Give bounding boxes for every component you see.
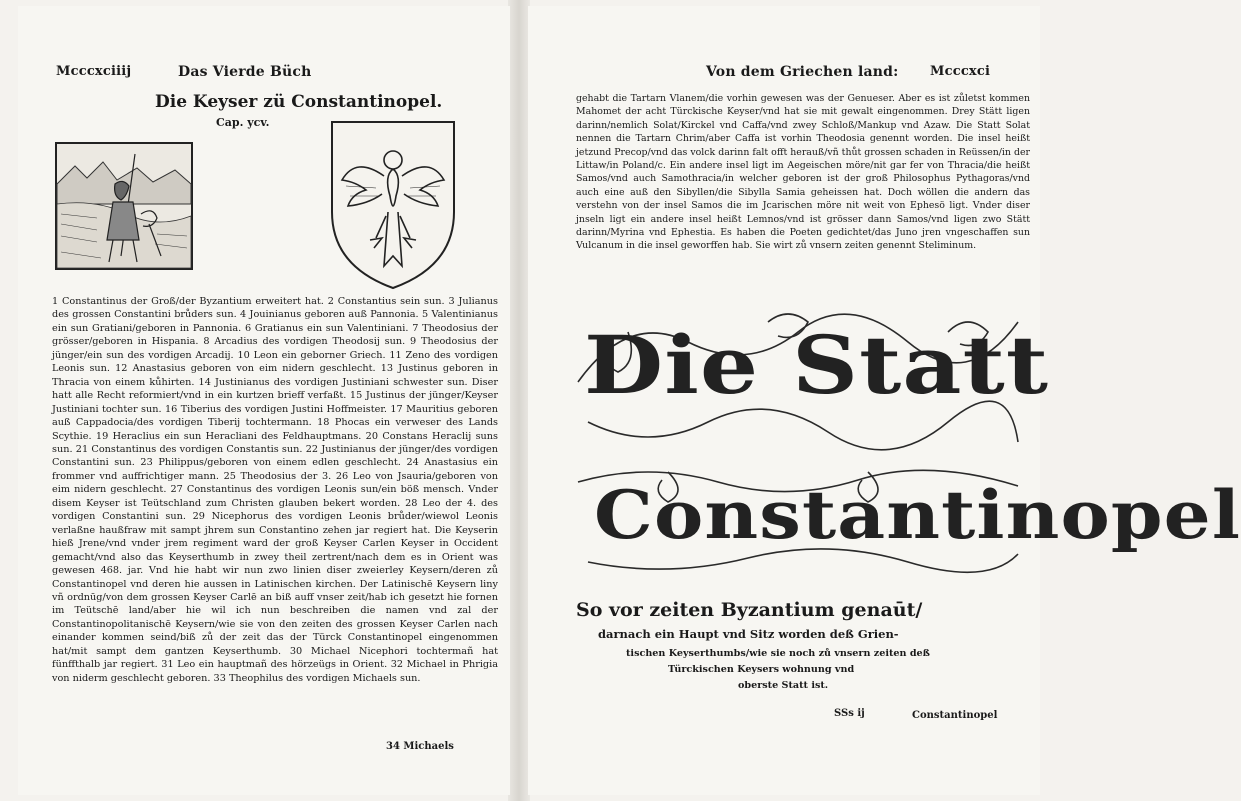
subtitle-line-5: oberste Statt ist. [738,680,829,691]
woodcut-image [57,144,191,268]
emperor-woodcut-illustration [55,142,193,270]
right-page [528,6,1241,795]
right-folio-number: Mcccxci [930,64,991,79]
display-heading-constantinopel: Constantinopel [594,476,1241,554]
footer-catchword: Constantinopel [912,710,998,721]
subtitle-line-3: tischen Keyserthumbs/wie sie noch zů vnsern zeiten deß [626,648,930,659]
subtitle-line-2: darnach ein Haupt vnd Sitz worden deß Grien- [598,627,899,641]
imperial-eagle-coat-of-arms [326,116,460,292]
book-title: Das Vierde Büch [178,64,312,80]
emperor-list-text: 1 Constantinus der Groß/der Byzantium erweitert hat. 2 Constantius sein sun. 3 Julianus des grossen Constantini brůders sun. 4 Jouinianus geboren auß Pannonia. 5 Valentinianus ein sun Gratiani/geboren in Pannonia. 6 Gratianus ein sun Valentiniani. 7 Theodosius der grösser/geboren in Hispania. 8 Arcadius des vordigen Theodosij sun. 9 Theodosius der jünger/ein sun des vordigen Arcadij. 10 Leon ein geborner Griech. 11 Zeno des vordigen Leonis sun. 12 Anastasius geboren von eim nidern geschlecht. 13 Justinus geboren in Thracia von einem kůhirten. 14 Justinianus des vordigen Justiniani schwester sun. Diser hatt alle Recht reformiert/vnd in ein kurtzen brieff verfaßt. 15 Justinus der jünger/Keyser Justiniani tochter sun. 16 Tiberius des vordigen Justini Hoffmeister. 17 Mauritius geboren auß Cappadocia/des vordigen Tiberij tochtermann. 18 Phocas ein verweser des Lands Scythie. 19 Heraclius ein sun Heracliani des Feldhauptmans. 20 Constans Heraclij suns sun. 21 Constantinus des vordigen Constantis sun. 22 Justinianus der jünger/des vordigen Constantini sun. 23 Philippus/geboren von einem edlen geschlecht. 24 Anastasius ein frommer vnd auffrichtiger mann. 25 Theodosius der 3. 26 Leo von Jsauria/geboren von eim nidern geschlecht. 27 Constantinus des vordigen Leonis sun/ein böß mensch. Vnder disem Keyser ist Teütschland zum Christen glauben bekert worden. 28 Leo der 4. des vordigen Constantini sun. 29 Nicephorus des vordigen Leonis brůder/wiewol Leonis verlaßne haußfraw mit sampt jhrem sun Constantino zehen jar regiert hat. Die Keyserin hieß Jrene/vnd vnder jrem regiment ward der groß Keyser Carlen Keyser in Occident gemacht/vnd also das Keyserthumb in zwey theil zertrent/nach dem es in Orient was gewesen 468. jar. Vnd hie habt wir nun zwo linien diser zweierley Keysern/deren zů Constantinopel vnd deren hie aussen in Latinischen kirchen. Der Latinischē Keysern liny vñ ordnūg/von dem grossen Keyser Carlē an biß auff vnser zeit/hab ich gesetzt hie fornen im Teütschē land/aber hie wil ich nun beschreiben die namen vnd zal der Constantinopolitanischē Keysern/wie sie von den zeiten des grossen Keyser Carlen nach einander kommen seind/biß zů der zeit das der Türck Constantinopel eingenommen hat/mit sampt dem gantzen Keyserthumb. 30 Michael Nicephori tochtermañ hat fünffthalb jar regiert. 31 Leo ein hauptmañ des hörzeügs in Orient. 32 Michael in Phrigia von niderm geschlecht geboren. 33 Theophilus des vordigen Michaels sun. [52,296,498,684]
catchword: 34 Michaels [386,741,454,752]
running-title: Von dem Griechen land: [706,64,899,80]
greek-islands-text: gehabt die Tartarn Vlanem/die vorhin gewesen was der Genueser. Aber es ist zůletst kommen Mahomet der acht Türckische Keyser/vnd hat sie mit gewalt eingenommen. Drey Stätt ligen darinn/nemlich Solat/Kirckel vnd Caffa/vnd zwey Schloß/Mankup vnd Azaw. Die Statt Solat nennen die Tartarn Chrim/aber Caffa ist vorhin Theodosia genennt worden. Die insel heißt jetzund Precop/vnd das volck darinn falt offt herauß/vñ thůt grossen schaden in Reüssen/in der Littaw/in Poland/c. Ein andere insel ligt im Aegeischen möre/nit gar fer von Thracia/die heißt Samos/vnd auch Samothracia/in welcher geboren ist der groß Philosophus Pythagoras/vnd auch eine auß den Sibyllen/die Sibylla Samia geheissen hat. Doch wöllen die andern das verstehn von der insel Samos die im Jcarischen möre nit weit von Ephesö ligt. Vnder diser jnseln ligt ein andere insel heißt Lemnos/vnd ist grösser dann Samos/vnd ligen zwo Stätt darinn/Myrina vnd Ephestia. Es haben die Poeten gedichtet/das Juno jren vngeschaffen sun Vulcanum in die insel geworffen hab. Sie wirt zů vnsern zeiten genennt Steliminum. [576,93,1030,252]
eagle-shield-icon [326,116,460,292]
subtitle-line-1: So vor zeiten Byzantium genaūt/ [576,599,923,621]
display-heading-die-statt: Die Statt [584,318,1050,412]
section-title: Die Keyser zü Constantinopel. [155,92,443,112]
left-page [18,6,510,795]
signature-mark: SSs ij [834,708,865,719]
chapter-label: Cap. ycv. [216,116,270,129]
book-gutter [508,0,530,801]
left-folio-number: Mcccxciiij [56,64,132,79]
subtitle-line-4: Türckischen Keysers wohnung vnd [668,664,855,675]
